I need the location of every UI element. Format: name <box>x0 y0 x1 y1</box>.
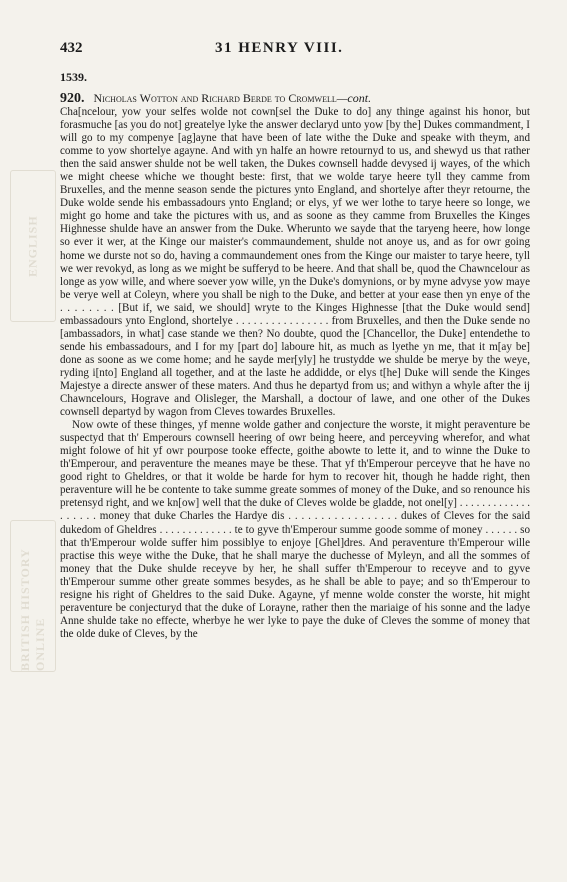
watermark-text-top: ENGLISH <box>25 215 40 277</box>
entry-continued: —cont. <box>336 91 372 105</box>
entry-parties: Nicholas Wotton and Richard Berde to Cromwell <box>93 91 337 105</box>
watermark-stamp-top <box>10 170 56 322</box>
body-text <box>60 106 530 641</box>
watermark-stamp-bottom <box>10 520 56 672</box>
margin-year: 1539. <box>60 70 87 84</box>
entry-heading <box>60 91 530 107</box>
paragraph: Now owte of these thinges, yf menne wolde gather and conjecture the worste, it might peraventure be suspectyd that th' Emperours cownsell heering of owr being heere, and perceyving wherefor, and what might folowe of hit yf owr pourpose tooke effecte, goithe abowte to lette it, and to winne the Duke to th'Emperour, and peraventure the meanes maye be these. That yf th'Emperour perceyve that he have no good right to Gheldres, or that it wolde be harde for hym to recover hit, though he hadde right, then peraventure will he be contente to take summe greate sommes of money of the Duke, and so renounce his pretensyd right, and we kn[ow] well that the duke of Cleves wolde be gladde, not onel[y] . . . . . . . . . . . . . . . . . . . money that duke Charles the Hardye dis . . . . . . . . . . . . . . . . . dukes of Cleves for the said dukedom of Gheldres . . . . . . . . . . . . . te to gyve th'Emperour summe goode somme of money . . . . . . so that th'Emperour wolde suffer him possiblye to enjoye [Ghel]dres. And peraventure th'Emperour wille practise this weye withe the Duke, that he shall marye the duchesse of Myleyn, and all the sommes of money that the Duke shulde receyve by her, he shall suffer th'Emperour to receyve and to gyve th'Emperour summe other greate sommes besydes, as he shall be able to paye; and so th'Emperour to resigne his right of Gheldres to the said Duke. Agayne, yf menne wolde conster the worste, hit might peraventure be conjecturyd that the duke of Lorayne, rather then the mariaige of his sonne and the ladye Anne shulde take no effecte, wherbye he wer lyke to paye the duke of Cleves the somme of money that the olde duke of Cleves, by the <box>60 419 530 640</box>
entry-number: 920. <box>60 91 85 106</box>
paragraph: Cha[ncelour, yow your selfes wolde not cown[sel the Duke to do] any thinge against his honor, but forasmuche [as you do not] greatelye lyke the answer declaryd unto yow [by the] Dukes commandment, I will go to my compenye [ag]ayne that have been of late withe the Duke and speake with theym, and comme to yow shortelye agayne. And with yn halfe an howre retournyd to us, and shewyd us that rather then the said answer shulde not be well taken, the Dukes cownsell hadde devysed ij wayes, of the which we might cheese whiche we thought beste: first, that we wolde tarye heere tyll they camme from Bruxelles, and the menne season sende the pictures ynto England, and shortelye after theyr retourne, the Duke wolde sende his embassadours ynto England; or elys, yf we wer lothe to tarye heere so longe, we might go home and take the pictures with us, and as soone as they camme from Bruxelles the Kinges Highnesse shulde have an answer from the Duke. Wherunto we sayde that the taryeng heere, how longe so ever it wer, at the Kinge our maister's commaundement, shulde not anoye us, and as for owr going home we durste not so do, having a commaundement ones from the Kinge our maister to tarye heere, tyll we wer revokyd, as long as we might be sufferyd to be heere. And that shall be, quod the Chawncelour as longe as yow wille, and where soever yow wille, yn the Duke's domynions, or by myne advyse yow maye be verye well at Coleyn, where you shall be nigh to the Duke, and better at your ease then yn enye of the . . . . . . . . [But if, we said, we should] wryte to the Kinges Highnesse [that the Duke would send] embassadours ynto Englond, shortelye . . . . . . . . . . . . . . . . from Bruxelles, and then the Duke sende no [ambassadors, in what] case stande we then? No doubte, quod the [Chancellor, the Duke] entendethe to sende his embassadours, and I for my [part do] laboure hit, as much as lyethe yn me, that it m[ay be] done as soone as we come home; and he sayde mer[yly] he trustydde we shulde be merye by the weye, ryding i[nto] England all together, and at the laste he addidde, or elys t[he] Duke will sende the Kinges Majestye a directe answer of these maters. And thus he departyd from us; and withyn a whyle after the ij Chawncelours, Hograve and Olisleger, the Marshall, a doctour of lawe, and one other of the Dukes cownsell departyd by wagon from Cleves towardes Bruxelles. <box>60 106 530 419</box>
watermark-text-bottom: BRITISH HISTORY ONLINE <box>18 548 47 671</box>
page-header <box>0 40 567 60</box>
page-number: 432 <box>60 40 83 56</box>
running-head: 31 HENRY VIII. <box>215 40 344 56</box>
